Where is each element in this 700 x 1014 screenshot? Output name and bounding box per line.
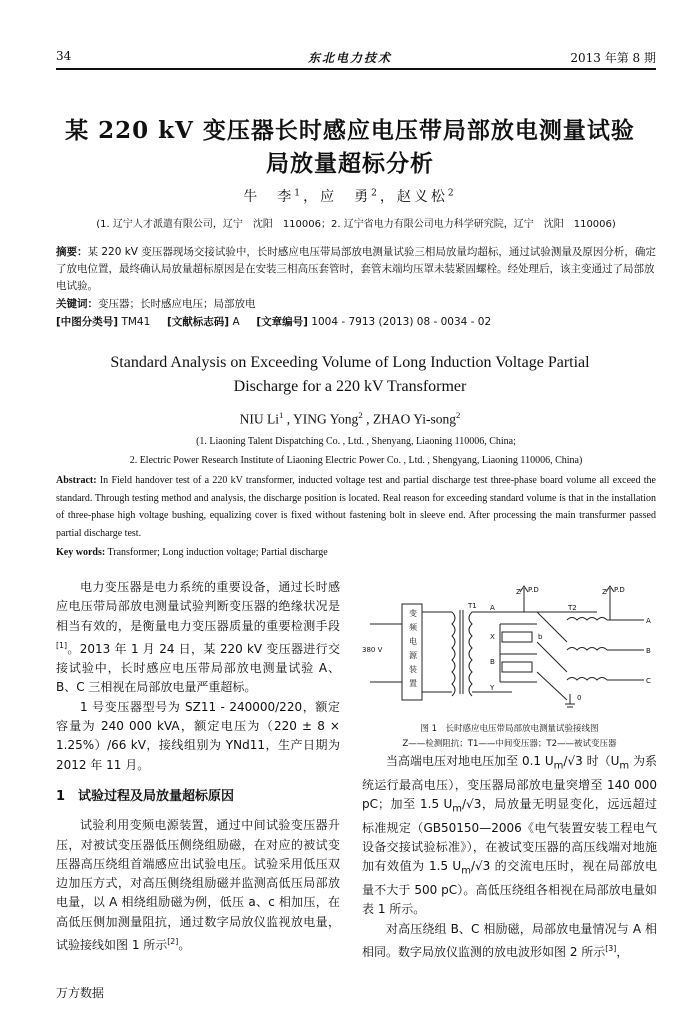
keywords-en: Key words: Transformer; Long induction voltage; Partial discharge	[56, 547, 328, 558]
out-c-label: C	[646, 677, 651, 685]
bc-phase-paragraph: 对高压绕组 B、C 相励磁，局部放电量情况与 A 相相同。数字局放仪监测的放电波形如图 2 所示[3]，	[362, 921, 657, 959]
header-rule	[56, 68, 656, 70]
source-char: 源	[409, 651, 417, 660]
t2-label: T2	[568, 604, 577, 612]
abstract-en: Abstract: In Field handover test of a 220 kV transformer, inducted voltage test and partial discharge test three-phase board volume all exceed the standard. Through testing method and analysis, the discharge position is located. Real reason for exceeding standard volume is that in the installation of three-phase high voltage bushing, equalizing cover is fixed without fastening bolt in sleeve end. After processing the main transfurmer passed partial discharge test.	[56, 475, 656, 539]
transformer-spec-paragraph: 1 号变压器型号为 SZ11 - 240000/220，额定容量为 240 000 kVA，额定电压为（220 ± 8 × 1.25%）/66 kV，接线组别为 YNd11，生产日期为 2012 年 11 月。	[56, 699, 340, 772]
source-char: 电	[409, 637, 417, 646]
node-a-label: A	[490, 604, 495, 612]
voltage-result-paragraph: 当高端电压对地电压加至 0.1 $U_m/√3$ 时（$U_m$ 为系统运行最高电压），变压器局部放电量突增至 140 000 pC；加至 1.5 $U_m/√3$，局放量无明显变化，远远超过标准规定（GB50150—2006《电气装置安装工程电气设备交接试验标准》），在被试变压器的高压线端对地施加有效值为 1.5 $U_m/√3$ 的交流电压时，视在局部放电量不大于 500 pC）。高低压绕组各相视在局部放电量如表 1 所示。	[362, 754, 658, 917]
node-x-label: X	[490, 633, 495, 641]
pd-right-label: P.D	[614, 586, 625, 594]
authors-en: NIU Li$^1$ , YING Yong$^2$ , ZHAO Yi-song$^2$	[239, 410, 461, 427]
test-method-paragraph: 试验利用变频电源装置，通过中间试验变压器升压，对被试变压器低压侧绕组励磁，在对应的被试变压器高压绕组首端感应出试验电压。试验采用低压双边加压方式，对高压侧绕组励磁并监测高低压局部放电量，以 A 相绕组励磁为例，低压 a、c 相加压，在高低压侧加测量阻抗，通过数字局放仪监视放电量，试验接线如图 1 所示[2]。	[56, 818, 340, 953]
source-char: 装	[409, 665, 417, 674]
affiliation-cn: (1. 辽宁人才派遣有限公司，辽宁 沈阳 110006；2. 辽宁省电力有限公司电力科学研究院，辽宁 沈阳 110006)	[96, 219, 616, 230]
voltage-label: 380 V	[362, 646, 383, 654]
node-y-label: Y	[490, 684, 495, 692]
title-cn-line1: 某 220 kV 变压器长时感应电压带局部放电测量试验	[65, 117, 635, 144]
z-left-label: Z	[516, 588, 521, 596]
z-right-label: Z	[602, 588, 607, 596]
figure-1-legend: Z——检测阻抗；T1——中间变压器；T2——被试变压器	[402, 739, 617, 749]
intro-paragraph: 电力变压器是电力系统的重要设备，通过长时感应电压带局部放电测量试验判断变压器的绝缘状况是相当有效的，是衡量电力变压器质量的重要检测手段[1]。2013 年 1 月 24 日，某 220 kV 变压器进行交接试验中，长时感应电压带局部放电测量试验 A、B、C 三相视在局部放电量严重超标。	[56, 580, 340, 695]
out-a-label: A	[646, 617, 651, 625]
figure-1-caption: 图 1 长时感应电压带局部放电测量试验接线图	[420, 724, 599, 734]
node-lb-label: b	[538, 633, 543, 641]
title-cn-line2: 局放量超标分析	[266, 150, 434, 177]
section-1-heading: 1 试验过程及局放量超标原因	[56, 788, 235, 804]
source-char: 频	[409, 623, 417, 632]
source-char: 置	[409, 679, 417, 688]
issue-label: 2013 年第 8 期	[570, 51, 656, 65]
affiliation-en-line2: 2. Electric Power Research Institute of Liaoning Electric Power Co. , Ltd. , Shengyang, Liaoning 110006, China)	[129, 455, 583, 466]
node-b-label: B	[490, 658, 495, 666]
body-right-column	[362, 752, 657, 962]
figure-1-wiring-diagram	[362, 582, 657, 712]
title-en-line2: Discharge for a 220 kV Transformer	[233, 378, 467, 395]
body-left-column	[56, 578, 340, 955]
source-char: 变	[409, 609, 417, 618]
page-number: 34	[56, 49, 72, 63]
out-o-label: 0	[577, 694, 582, 702]
t1-label: T1	[468, 602, 477, 610]
journal-name: 东北电力技术	[307, 51, 392, 65]
keywords-cn: 关键词：变压器；长时感应电压；局部放电	[56, 298, 256, 310]
pd-left-label: P.D	[528, 586, 539, 594]
authors-cn: 牛 李$^1$，应 勇$^2$，赵义松$^2$	[243, 188, 457, 205]
abstract-cn: 摘要：某 220 kV 变压器现场交接试验中，长时感应电压带局部放电测量试验三相局放量均超标，通过试验测量及原因分析，确定了放电位置，最终确认局放量超标原因是在安装三相高压套管时，套管末端均压罩未装紧固螺栓。经处理后，该主变通过了局部放电试验。	[56, 246, 656, 292]
affiliation-en-line1: (1. Liaoning Talent Dispatching Co. , Ltd. , Shenyang, Liaoning 110006, China;	[196, 436, 516, 447]
footer-watermark: 万方数据	[56, 986, 105, 1000]
out-b-label: B	[646, 647, 651, 655]
title-en-line1: Standard Analysis on Exceeding Volume of Long Induction Voltage Partial	[110, 354, 590, 371]
classification-line: [中图分类号] TM41 [文献标志码] A [文章编号] 1004 - 7913 (2013) 08 - 0034 - 02	[56, 316, 492, 328]
